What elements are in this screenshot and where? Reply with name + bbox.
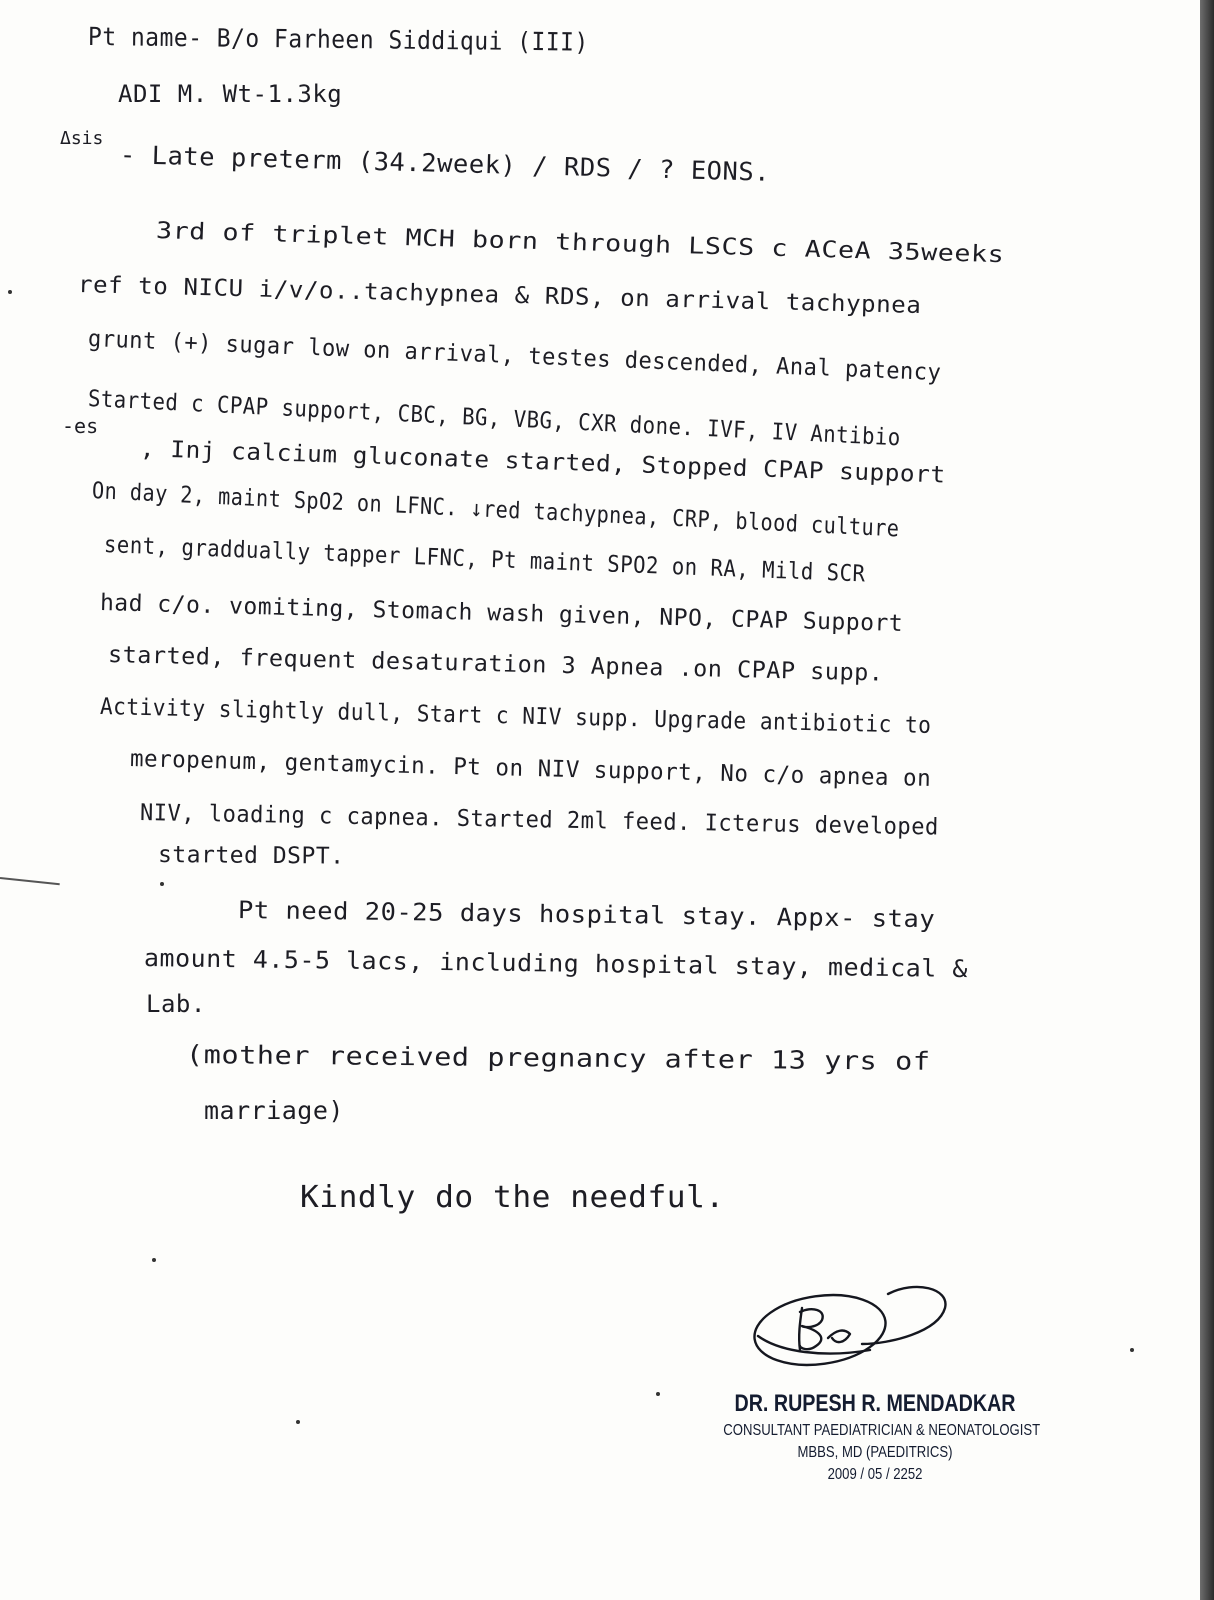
history-line-6: On day 2, maint SpO2 on LFNC. ↓red tachypnea, CRP, blood culture: [91, 478, 900, 543]
stay-estimate-line-3: Lab.: [146, 990, 206, 1018]
line-start-margin-mark: -es: [62, 414, 99, 438]
handwritten-signature: [740, 1260, 960, 1390]
scan-speck: [160, 882, 164, 886]
history-line-11: meropenum, gentamycin. Pt on NIV support, No c/o apnea on: [129, 746, 932, 792]
doctor-title: CONSULTANT PAEDIATRICIAN & NEONATOLOGIST: [723, 1422, 1041, 1439]
stay-estimate-line-1: Pt need 20-25 days hospital stay. Appx- stay: [237, 896, 936, 934]
history-line-13: started DSPT.: [157, 842, 345, 870]
scan-speck: [296, 1420, 300, 1424]
closing-request-line: Kindly do the needful.: [300, 1180, 725, 1215]
diagnosis-line: - Late preterm (34.2week) / RDS / ? EONS.: [119, 140, 771, 187]
history-line-4: Started c CPAP support, CBC, BG, VBG, CXR done. IVF, IV Antibio: [87, 386, 902, 452]
diagnosis-margin-mark: Δsis: [60, 128, 104, 149]
patient-info-line: ADI M. Wt-1.3kg: [118, 80, 343, 108]
doctor-qualification: MBBS, MD (PAEDITRICS): [797, 1444, 953, 1461]
history-line-1: 3rd of triplet MCH born through LSCS c ACeA 35weeks: [155, 218, 1005, 269]
stay-estimate-line-2: amount 4.5-5 lacs, including hospital stay, medical &: [143, 944, 969, 984]
history-line-7: sent, graddually tapper LFNC, Pt maint SPO2 on RA, Mild SCR: [103, 532, 866, 588]
history-line-9: started, frequent desaturation 3 Apnea .on CPAP supp.: [107, 642, 884, 687]
history-line-5: , Inj calcium gluconate started, Stopped CPAP support: [139, 436, 947, 489]
scan-speck: [152, 1258, 156, 1262]
left-margin-stroke: [0, 877, 60, 885]
scan-speck: [656, 1392, 660, 1396]
doctor-registration: 2009 / 05 / 2252: [827, 1466, 923, 1483]
patient-name-line: Pt name- B/o Farheen Siddiqui (III): [87, 22, 589, 57]
mother-history-line-1: (mother received pregnancy after 13 yrs of: [185, 1040, 931, 1076]
doctor-stamp: [690, 1388, 1060, 1486]
scan-speck: [8, 290, 12, 294]
doctor-name: DR. RUPESH R. MENDADKAR: [734, 1390, 1016, 1417]
scan-speck: [1130, 1348, 1134, 1352]
history-line-2: ref to NICU i/v/o..tachypnea & RDS, on arrival tachypnea: [77, 272, 922, 320]
history-line-12: NIV, loading c capnea. Started 2ml feed. Icterus developed: [139, 800, 939, 841]
history-line-8: had c/o. vomiting, Stomach wash given, NPO, CPAP Support: [99, 590, 904, 638]
mother-history-line-2: marriage): [204, 1096, 344, 1125]
history-line-10: Activity slightly dull, Start c NIV supp. Upgrade antibiotic to: [99, 694, 932, 739]
scan-dark-edge: [1200, 0, 1214, 1600]
history-line-3: grunt (+) sugar low on arrival, testes descended, Anal patency: [87, 326, 942, 387]
